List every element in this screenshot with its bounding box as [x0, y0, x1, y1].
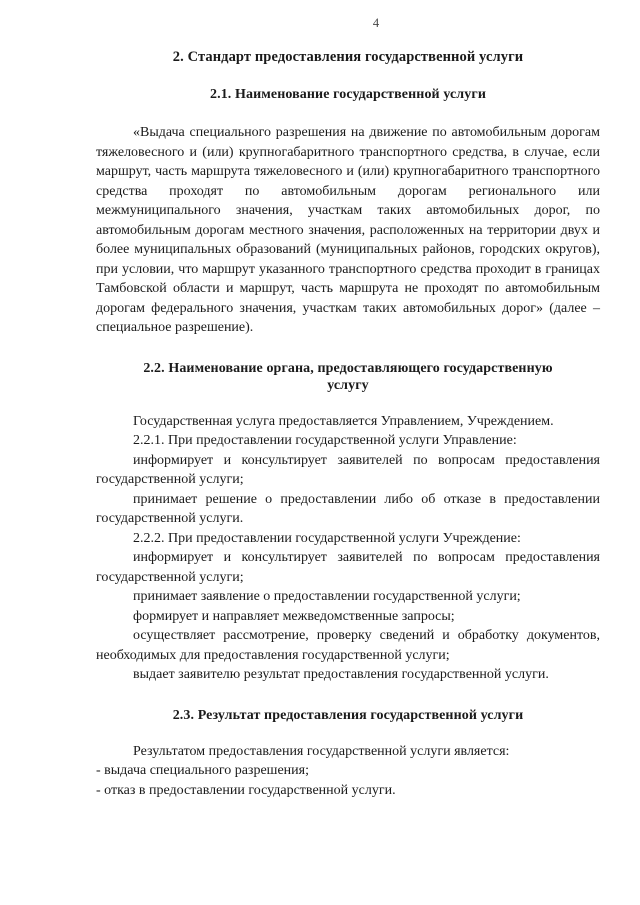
paragraph: Государственная услуга предоставляется Управлением, Учреждением.: [133, 413, 554, 429]
paragraph: принимает заявление о предоставлении государственной услуги;: [133, 589, 521, 604]
subsection-2-1-title: 2.1. Наименование государственной услуги: [210, 87, 486, 102]
subsection-2-2-title: 2.2. Наименование органа, предоставляющего государственную услугу: [143, 360, 553, 393]
list-item: - выдача специального разрешения;: [96, 763, 309, 778]
paragraph: 2.2.2. При предоставлении государственной услуги Учреждение:: [133, 530, 521, 546]
section-title: 2. Стандарт предоставления государственной услуги: [172, 49, 524, 65]
paragraph: формирует и направляет межведомственные запросы;: [133, 608, 455, 624]
page-number: 4: [372, 16, 380, 30]
paragraph: выдает заявителю результат предоставления государственной услуги.: [133, 667, 549, 682]
paragraph: информирует и консультирует заявителей по вопросам предоставления государственной услуги;: [96, 452, 600, 487]
paragraph: Результатом предоставления государственной услуги является:: [133, 743, 510, 759]
paragraph: принимает решение о предоставлении либо об отказе в предоставлении государственной услуги.: [96, 491, 600, 526]
paragraph: 2.2.1. При предоставлении государственной услуги Управление:: [133, 433, 517, 448]
subsection-2-1-paragraph: «Выдача специального разрешения на движение по автомобильным дорогам тяжеловесного и (или) крупногабаритного транспортного средства, в случае, если маршрут, часть маршрута тяжеловесного и (или) крупногабаритного транспортного средства проходят по автомобильным дорогам регионального или межмуниципального значения, участкам таких автомобильных дорог, по автомобильным дорогам местного значения, расположенных на территории двух и более муниципальных образований (муниципальных районов, городских округов), при условии, что маршрут указанного транспортного средства проходит в границах Тамбовской области и маршрут, часть маршрута не проходят по автомобильным дорогам федерального значения, участкам таких автомобильных дорог» (далее – специальное разрешение).: [96, 125, 600, 335]
paragraph: осуществляет рассмотрение, проверку сведений и обработку документов, необходимых для предоставления государственной услуги;: [96, 628, 600, 663]
subsection-2-3-title: 2.3. Результат предоставления государственной услуги: [172, 707, 524, 723]
list-item: - отказ в предоставлении государственной услуги.: [96, 782, 396, 798]
paragraph: информирует и консультирует заявителей по вопросам предоставления государственной услуги;: [96, 550, 600, 585]
